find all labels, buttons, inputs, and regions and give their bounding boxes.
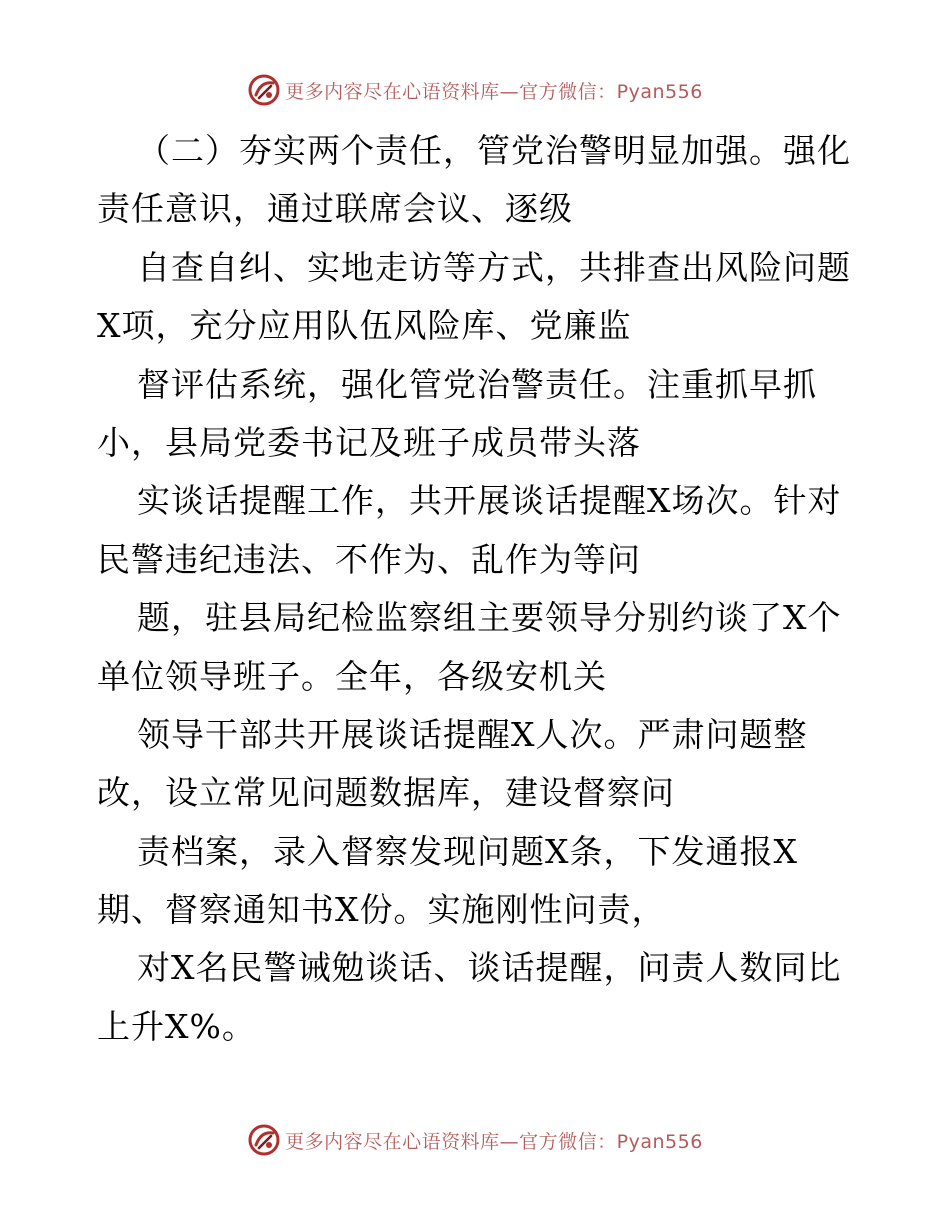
header-watermark-text: 更多内容尽在心语资料库—官方微信：Pyan556	[285, 80, 703, 103]
body-line: 小，县局党委书记及班子成员带头落	[97, 422, 641, 462]
body-line: 责任意识，通过联席会议、逐级	[97, 189, 573, 229]
body-line: 期、督察通知书X份。实施刚性问责，	[97, 890, 666, 930]
red-circular-logo-icon	[247, 73, 281, 107]
body-line: （二）夯实两个责任，管党治警明显加强。强化	[137, 131, 851, 170]
body-line: 责档案，录入督察发现问题X条，下发通报X	[137, 831, 798, 871]
body-line: 单位领导班子。全年，各级安机关	[97, 656, 607, 696]
red-circular-logo-icon	[247, 1123, 281, 1157]
footer-watermark-text: 更多内容尽在心语资料库—官方微信：Pyan556	[285, 1130, 703, 1153]
body-line: 督评估系统，强化管党治警责任。注重抓早抓	[137, 364, 817, 404]
body-line: 民警违纪违法、不作为、乱作为等问	[97, 539, 641, 579]
header-watermark	[0, 70, 950, 110]
body-line: 题，驻县局纪检监察组主要领导分别约谈了X个	[137, 598, 842, 638]
footer-watermark	[0, 1120, 950, 1160]
body-line: 对X名民警诫勉谈话、谈话提醒，问责人数同比	[137, 948, 842, 988]
body-line: 上升X%。	[97, 1006, 256, 1046]
body-line: 自查自纠、实地走访等方式，共排查出风险问题	[137, 247, 851, 287]
body-line: 改，设立常见问题数据库，建设督察问	[97, 773, 675, 813]
body-line: 领导干部共开展谈话提醒X人次。严肃问题整	[137, 714, 808, 754]
body-line: X项，充分应用队伍风险库、党廉监	[97, 306, 632, 346]
document-body	[97, 122, 857, 1056]
body-line: 实谈话提醒工作，共开展谈话提醒X场次。针对	[137, 481, 842, 521]
